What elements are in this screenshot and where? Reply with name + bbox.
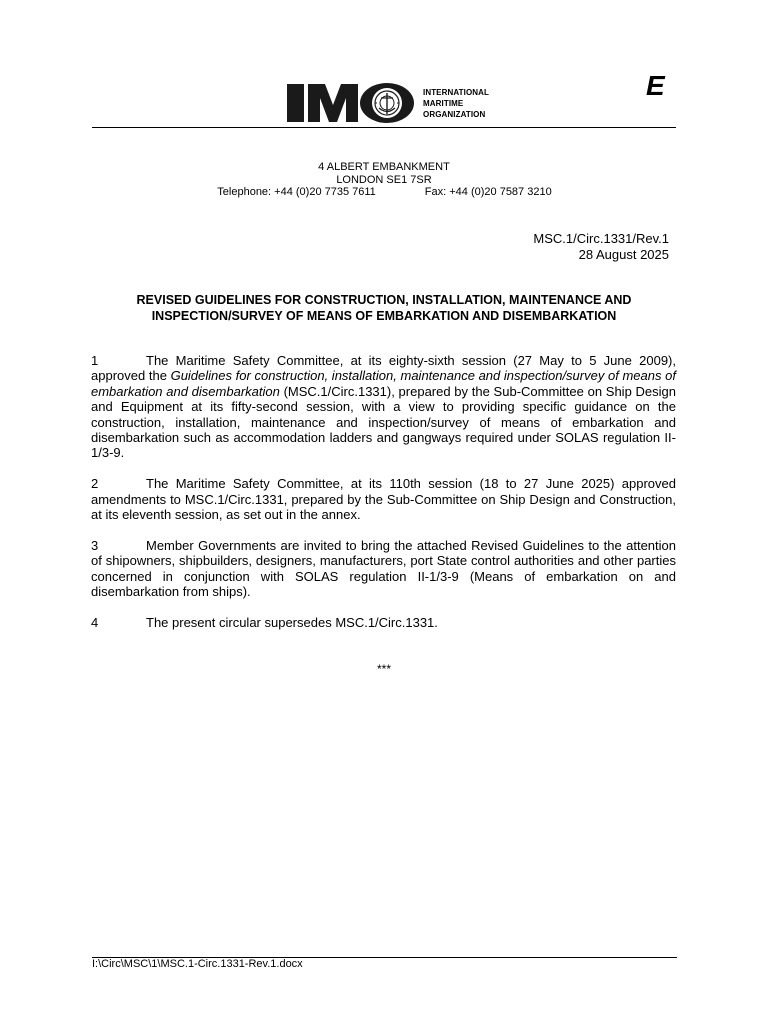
guidelines-title-italic: Guidelines for construction, installation, maintenance and inspection/survey of means of embarkation and disembarkation <box>91 368 676 399</box>
paragraph-number: 2 <box>91 476 99 492</box>
paragraph-4 <box>91 615 676 630</box>
paragraph-number: 3 <box>91 538 99 554</box>
paragraph-text: The present circular supersedes MSC.1/Circ.1331. <box>146 615 438 631</box>
document-symbol: MSC.1/Circ.1331/Rev.1 <box>533 231 669 246</box>
document-title <box>92 292 676 324</box>
address-block <box>0 161 768 199</box>
paragraph-text-continued: (MSC.1/Circ.1331), prepared by the Sub-Committee on Ship Design and Equipment at its fifty-second session, with a view to providing specific guidance on the construction, installation, maintenance and inspection/survey of means of embarkation and disembarkation such as accommodation ladders and gangways required under SOLAS regulation II-1/3-9. <box>91 383 676 461</box>
document-reference <box>533 231 669 262</box>
paragraph-text: The Maritime Safety Committee, at its 110th session (18 to 27 June 2025) approved amendments to MSC.1/Circ.1331, prepared by the Sub-Committee on Ship Design and Construction, at its eleventh session, as set out in the annex. <box>91 476 676 523</box>
paragraph-2 <box>91 476 676 522</box>
imo-logo <box>283 80 489 126</box>
paragraph-3 <box>91 538 676 600</box>
org-name-line-1: INTERNATIONAL <box>423 87 490 97</box>
language-code: E <box>646 70 665 101</box>
title-line-1: REVISED GUIDELINES FOR CONSTRUCTION, INSTALLATION, MAINTENANCE AND <box>136 293 632 307</box>
paragraph-1 <box>91 353 676 461</box>
paragraph-text: Member Governments are invited to bring the attached Revised Guidelines to the attention of shipowners, shipbuilders, designers, manufacturers, port State control authorities and other parties concerned in conjunction with SOLAS regulation II-1/3-9 (Means of embarkation on and disembarkation from ships). <box>91 538 676 600</box>
org-name-line-3: ORGANIZATION <box>423 109 486 119</box>
paragraph-text: The Maritime Safety Committee, at its eighty-sixth session (27 May to 5 June 2009), approved the <box>91 353 676 384</box>
telephone-number: Telephone: +44 (0)20 7735 7611 <box>217 186 376 198</box>
address-line-2: LONDON SE1 7SR <box>336 173 432 186</box>
fax-number: Fax: +44 (0)20 7587 3210 <box>424 186 552 198</box>
paragraph-number: 4 <box>91 615 99 631</box>
document-body <box>91 353 676 646</box>
end-separator: *** <box>376 662 391 676</box>
contact-line <box>1 186 768 199</box>
paragraph-number: 1 <box>91 353 99 368</box>
org-name-line-2: MARITIME <box>423 98 464 108</box>
document-date: 28 August 2025 <box>578 246 669 262</box>
title-line-2: INSPECTION/SURVEY OF MEANS OF EMBARKATION AND DISEMBARKATION <box>151 309 617 323</box>
header-divider <box>92 127 676 128</box>
imo-logo-mark <box>283 81 417 125</box>
organization-name <box>423 87 489 120</box>
footer-file-path: I:\Circ\MSC\1\MSC.1-Circ.1331-Rev.1.docx <box>92 958 303 970</box>
address-line-1: 4 ALBERT EMBANKMENT <box>318 161 450 173</box>
